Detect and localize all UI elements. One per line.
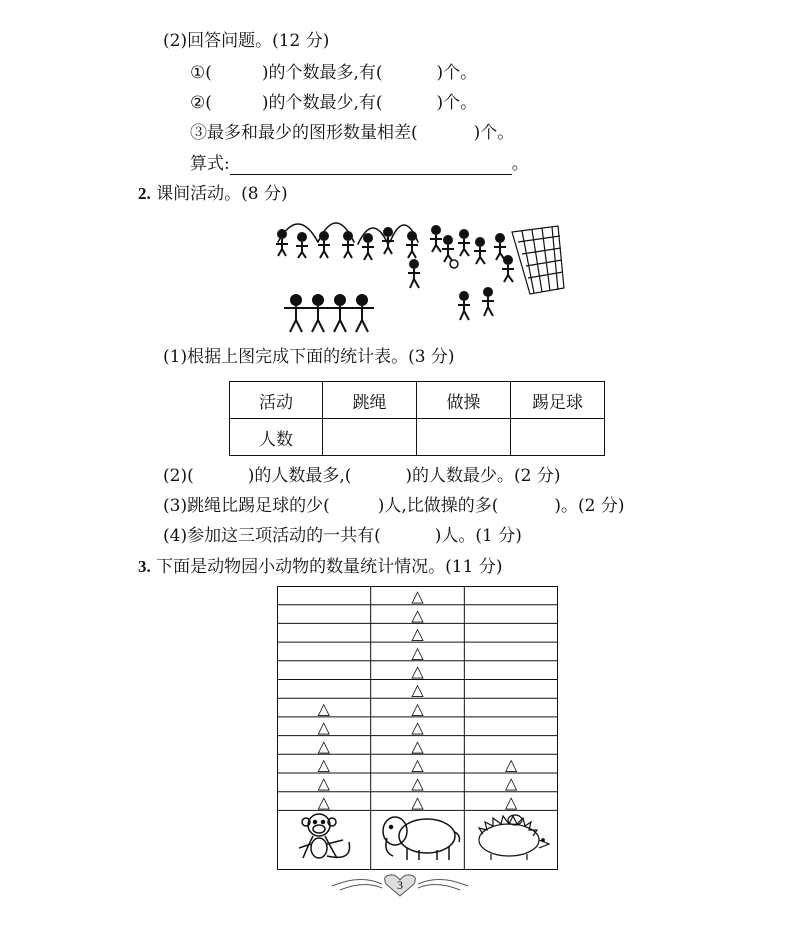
subquestion-1: (1)根据上图完成下面的统计表。(3 分)	[163, 347, 455, 367]
table-row	[230, 419, 605, 456]
subquestion-4: (4)参加这三项活动的一共有( )人。(1 分)	[163, 526, 522, 546]
table-row	[230, 382, 605, 419]
monkey-triangle-mark: △	[317, 717, 330, 737]
answer-cell[interactable]	[511, 419, 605, 456]
monkey-icon	[299, 814, 350, 858]
monkey-triangle-mark: △	[317, 736, 330, 756]
elephant-triangle-mark: △	[411, 717, 424, 737]
hedgehog-triangle-mark: △	[505, 755, 518, 774]
question-2: ②( )的个数最少,有( )个。	[190, 93, 478, 113]
subquestion-2: (2)( )的人数最多,( )的人数最少。(2 分)	[163, 466, 561, 486]
monkey-triangle-mark: △	[317, 773, 330, 793]
answer-cell[interactable]	[417, 419, 511, 456]
elephant-triangle-mark: △	[411, 624, 424, 644]
hedgehog-icon	[479, 815, 549, 860]
question-1: ①( )的个数最多,有( )个。	[190, 63, 478, 83]
monkey-triangle-mark: △	[317, 792, 330, 812]
section-2-title: 2. 课间活动。(8 分)	[138, 184, 288, 204]
elephant-triangle-mark: △	[411, 792, 424, 812]
monkey-triangle-mark: △	[317, 698, 330, 718]
elephant-triangle-mark: △	[411, 642, 424, 662]
elephant-triangle-mark: △	[411, 586, 424, 606]
table-header-cell: 活动	[230, 382, 323, 419]
statistics-table	[229, 381, 605, 456]
elephant-triangle-mark: △	[411, 661, 424, 681]
subquestion-3: (3)跳绳比踢足球的少( )人,比做操的多( )。(2 分)	[163, 496, 625, 516]
recess-activities-illustration	[268, 212, 568, 336]
elephant-triangle-mark: △	[411, 773, 424, 793]
section-3-title: 3. 下面是动物园小动物的数量统计情况。(11 分)	[138, 557, 503, 577]
page-footer-ornament	[330, 872, 470, 898]
hedgehog-triangle-mark: △	[505, 792, 518, 812]
elephant-triangle-mark: △	[411, 736, 424, 756]
monkey-triangle-mark: △	[317, 755, 330, 774]
elephant-triangle-mark: △	[411, 755, 424, 774]
table-header-cell: 做操	[417, 382, 511, 419]
page-number: 3	[397, 878, 403, 892]
elephant-triangle-mark: △	[411, 680, 424, 700]
question-3: ③最多和最少的图形数量相差( )个。	[190, 123, 515, 143]
elephant-triangle-mark: △	[411, 605, 424, 625]
elephant-icon	[383, 817, 460, 860]
table-header-cell: 跳绳	[323, 382, 417, 419]
elephant-triangle-mark: △	[411, 698, 424, 718]
animal-pictograph	[277, 586, 558, 870]
hedgehog-triangle-mark: △	[505, 773, 518, 793]
table-header-cell: 踢足球	[511, 382, 605, 419]
answer-cell[interactable]	[323, 419, 417, 456]
formula-line: 算式: 。	[190, 154, 529, 174]
part2-heading: (2)回答问题。(12 分)	[163, 31, 330, 51]
formula-answer-line[interactable]	[230, 156, 512, 175]
table-row-label: 人数	[230, 419, 323, 456]
